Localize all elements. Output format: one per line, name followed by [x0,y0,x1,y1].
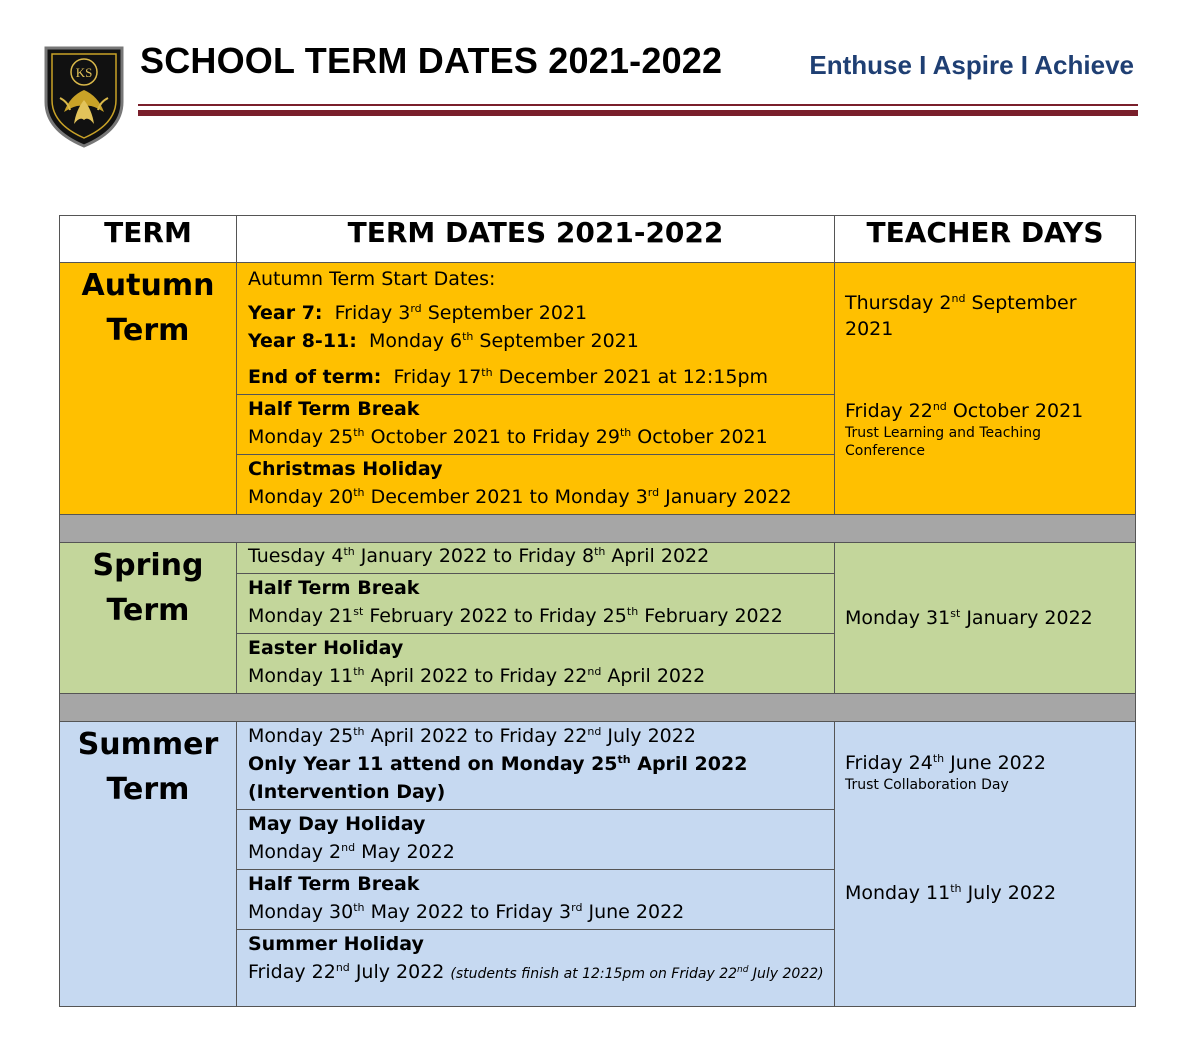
spring-row-dates [60,543,1136,574]
autumn-teacher-day-1: Thursday 2nd September 2021 [845,292,1077,340]
autumn-teacher-day-2: Friday 22nd October 2021 Trust Learning and Teaching Conference [835,342,1135,460]
autumn-start-dates-cell [237,263,835,395]
easter-holiday-title: Easter Holiday [248,637,404,659]
spring-teacher-day-1: Monday 31st January 2022 [845,607,1093,629]
column-header-term: TERM [60,216,237,263]
summer-teacher-day-2: Monday 11th July 2022 [845,882,1057,904]
christmas-holiday-dates: Monday 20th December 2021 to Monday 3rd January 2022 [248,486,792,508]
spring-easter-cell [237,634,835,694]
summer-holiday-note: (students finish at 12:15pm on Friday 22nd July 2022) [450,965,824,982]
page-header [0,0,1200,160]
autumn-teacher-days-cell [835,263,1136,515]
autumn-year7-start: Year 7: Friday 3rd September 2021 [248,302,588,324]
summer-teacher-days-cell [835,722,1136,1007]
autumn-teacher-day-2-note: Trust Learning and Teaching Conference [845,425,1041,459]
summer-teacher-day-1-note: Trust Collaboration Day [845,777,1009,793]
summer-half-term-dates: Monday 30th May 2022 to Friday 3rd June 2022 [248,901,685,923]
autumn-row-start [60,263,1136,395]
autumn-year8-11-start: Year 8-11: Monday 6th September 2021 [248,330,639,352]
summer-teacher-day-1: Friday 24th June 2022 Trust Collaboration Day [835,722,1135,794]
year11-intervention-day: Only Year 11 attend on Monday 25th April 2022 (Intervention Day) [248,753,748,803]
summer-row-dates [60,722,1136,810]
svg-text:KS: KS [75,65,93,80]
header-divider-thin [138,104,1138,106]
school-motto: Enthuse I Aspire I Achieve [809,50,1134,80]
spring-teacher-days-cell [835,543,1136,694]
term-dates-table [59,215,1136,1007]
table-header-row [60,216,1136,263]
summer-holiday-title: Summer Holiday [248,933,424,955]
autumn-term-label: Autumn Term [60,263,237,515]
summer-term-dates-cell [237,722,835,810]
spring-half-term-title: Half Term Break [248,577,420,599]
autumn-half-term-title: Half Term Break [248,398,420,420]
may-day-holiday-date: Monday 2nd May 2022 [248,841,455,863]
summer-term-dates: Monday 25th April 2022 to Friday 22nd July 2022 [248,725,696,747]
christmas-holiday-title: Christmas Holiday [248,458,443,480]
column-header-term-dates: TERM DATES 2021-2022 [237,216,835,263]
autumn-christmas-cell [237,455,835,515]
autumn-half-term-cell [237,395,835,455]
header-divider-thick [138,110,1138,116]
spring-term-dates-cell [237,543,835,574]
summer-half-term-cell [237,870,835,930]
may-day-holiday-title: May Day Holiday [248,813,426,835]
summer-half-term-title: Half Term Break [248,873,420,895]
summer-term-label: Summer Term [60,722,237,1007]
summer-mayday-cell [237,810,835,870]
spring-term-label: Spring Term [60,543,237,694]
easter-holiday-dates: Monday 11th April 2022 to Friday 22nd April 2022 [248,665,706,687]
autumn-half-term-dates: Monday 25th October 2021 to Friday 29th October 2021 [248,426,768,448]
autumn-start-heading: Autumn Term Start Dates: [248,268,496,290]
term-separator [60,694,1136,722]
summer-holiday-cell [237,930,835,1007]
term-separator [60,515,1136,543]
column-header-teacher-days: TEACHER DAYS [835,216,1136,263]
spring-half-term-dates: Monday 21st February 2022 to Friday 25th February 2022 [248,605,783,627]
spring-half-term-cell [237,574,835,634]
autumn-end-of-term: End of term: Friday 17th December 2021 at 12:15pm [248,366,769,388]
summer-holiday-date: Friday 22nd July 2022 [248,961,451,983]
school-crest-logo [40,40,128,148]
page-title: SCHOOL TERM DATES 2021-2022 [140,40,723,81]
spring-term-dates: Tuesday 4th January 2022 to Friday 8th April 2022 [248,545,710,567]
